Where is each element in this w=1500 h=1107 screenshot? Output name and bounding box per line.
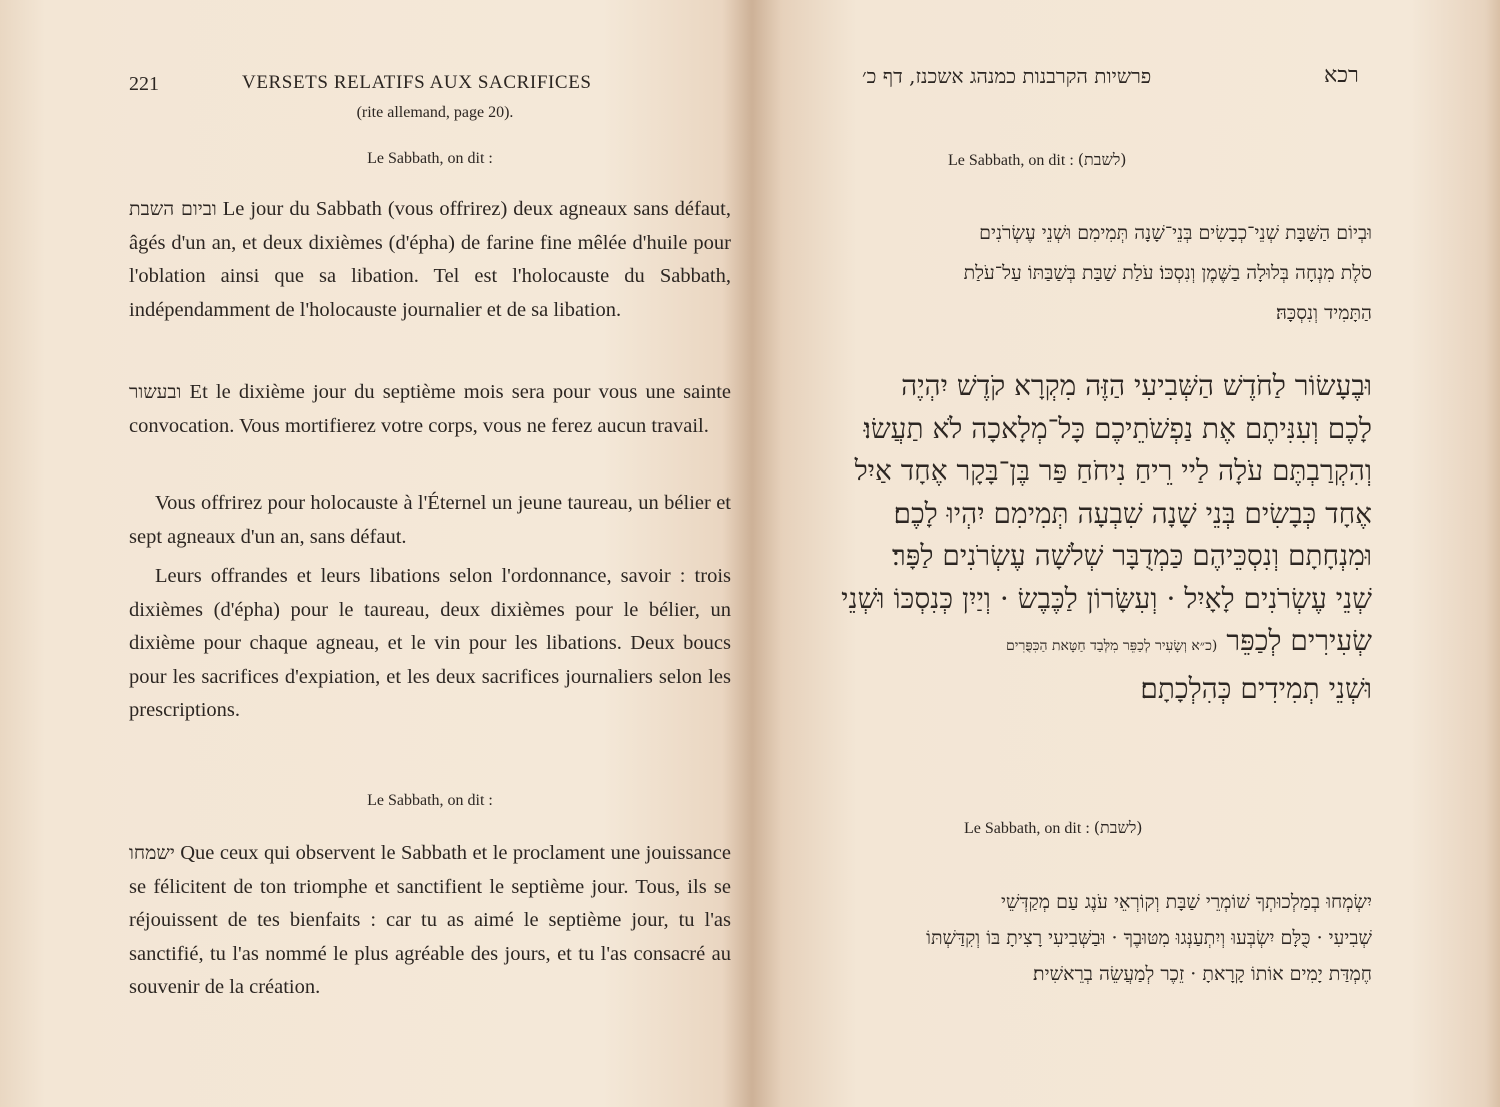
page-number: רכא xyxy=(1324,63,1359,88)
paragraph-rejoice xyxy=(129,837,731,1005)
paragraph-holocaust: Vous offrirez pour holocauste à l'Éternel un jeune taureau, un bélier et sept agneaux d'un an, sans défaut. xyxy=(129,492,731,548)
hebrew-line: וּמִנְחָתָם וְנִסְכֵּיהֶם כַּמְדֻבָּר שְׁלֹשָׁה עֶשְׂרֹנִים לַפָּר׃ xyxy=(891,539,1372,572)
paragraph-text: Et le dixième jour du septième mois sera pour vous une sainte convocation. Vous mortifierez votre corps, vous ne ferez aucun travail. xyxy=(129,381,731,437)
caption-hebrew: (לשבת) xyxy=(1093,818,1143,837)
section-caption xyxy=(964,818,1143,838)
page-number: 221 xyxy=(129,73,159,95)
hebrew-block-rejoice xyxy=(778,884,1372,992)
page-title: פרשיות הקרבנות כמנהג אשכנז, דף כ׳ xyxy=(862,64,1152,88)
page-title: VERSETS RELATIFS AUX SACRIFICES xyxy=(242,72,592,93)
hebrew-line xyxy=(778,620,1372,668)
right-page xyxy=(752,0,1500,1107)
hebrew-block-tenth-day xyxy=(778,365,1372,710)
hebrew-line: סֹלֶת מִנְחָה בְּלוּלָה בַשֶּׁמֶן וְנִסְכּוֹ׃ עֹלַת שַׁבַּת בְּשַׁבַּתּוֹ עַל־עֹלַת xyxy=(963,262,1372,284)
hebrew-line: וּשְׁנֵי תְמִידִים כְּהִלְכָתָם׃ xyxy=(1140,671,1372,705)
hebrew-line: וּבֶעָשׂוֹר לַחֹדֶשׁ הַשְּׁבִיעִי הַזֶּה מִקְרָא קֹדֶשׁ יִהְיֶה xyxy=(901,369,1372,402)
section-caption xyxy=(948,150,1127,170)
section-caption: Le Sabbath, on dit : xyxy=(367,150,493,167)
hebrew-text: שְׂעִירִים לְכַפֵּר xyxy=(1226,624,1372,657)
paragraph-tenth-day xyxy=(129,376,731,443)
hebrew-keyword: ישמחו xyxy=(129,842,175,864)
hebrew-line: וּבְיוֹם הַשַּׁבָּת שְׁנֵי־כְבָשִׂים בְּנֵי־שָׁנָה תְּמִימִם וּשְׁנֵי עֶשְׂרֹנִים xyxy=(979,222,1372,244)
hebrew-line: אֶחָד כְּבָשִׂים בְּנֵי שָׁנָה שִׁבְעָה תְּמִימִם יִהְיוּ לָכֶם׃ xyxy=(893,496,1372,530)
hebrew-line: שְׁבִיעִי · כֻּלָּם יִשְׂבְּעוּ וְיִתְעַנְּגוּ מִטּוּבֶךָ · וּבַשְּׁבִיעִי רָצִיתָ בּוֹ וְקִדַּשְׁתּוֹ xyxy=(926,927,1372,949)
hebrew-line: הַתָּמִיד וְנִסְכָּהּ׃ xyxy=(1275,302,1372,324)
hebrew-line: יִשְׂמְחוּ בְמַלְכוּתְךָ שׁוֹמְרֵי שַׁבָּת וְקוֹרְאֵי עֹנֶג עַם מְקַדְּשֵׁי xyxy=(1001,891,1372,913)
caption-text: Le Sabbath, on dit : xyxy=(948,152,1074,169)
hebrew-block-sabbath xyxy=(778,213,1372,333)
caption-text: Le Sabbath, on dit : xyxy=(964,820,1090,837)
paragraph-text: Que ceux qui observent le Sabbath et le proclament une jouissance se félicitent de ton triomphe et sanctifient le septième jour. Tous, ils se réjouissent de tes bienfaits : car tu as aimé le septième jour, tu l'as sanctifié, tu l'as nommé le plus agréable des jours, et tu l'as consacré au souvenir de la création. xyxy=(129,842,731,998)
hebrew-line: וְהִקְרַבְתֶּם עֹלָה לַיי רֵיחַ נִיחֹחַ פַּר בֶּן־בָּקָר אֶחָד אַיִל xyxy=(854,454,1372,487)
hebrew-keyword: ובעשור xyxy=(129,381,182,403)
hebrew-line: חֶמְדַּת יָמִים אוֹתוֹ קָרָאתָ · זֵכֶר לְמַעֲשֵׂה בְרֵאשִׁית׃ xyxy=(1033,963,1372,985)
hebrew-line: שְׁנֵי עֶשְׂרֹנִים לָאָיִל · וְעִשָּׂרוֹן לַכֶּבֶשׂ · וְיַיִן כְּנִסְכּוֹ וּשְׁנֵי xyxy=(841,581,1372,615)
paragraph-offerings: Leurs offrandes et leurs libations selon l'ordonnance, savoir : trois dixièmes (d'épha) pour le taureau, deux dixièmes pour le bélier, un dixième pour chaque agneau, et le vin pour les libations. Deux boucs pour les sacrifices d'expiation, et les deux sacrifices journaliers selon les prescriptions. xyxy=(129,565,731,721)
caption-hebrew: (לשבת) xyxy=(1077,150,1127,169)
hebrew-keyword: וביום השבת xyxy=(129,198,217,220)
section-caption: Le Sabbath, on dit : xyxy=(367,792,493,809)
paragraph-sabbath xyxy=(129,193,731,327)
hebrew-note: (כ״א וְשָׂעִיר לְכַפֵּר מִלְּבַד חַטָּאת הַכִּפֻּרִים xyxy=(1006,638,1218,654)
paragraph-text: Le jour du Sabbath (vous offrirez) deux agneaux sans défaut, âgés d'un an, et deux dixièmes (d'épha) de farine fine mêlée d'huile pour l'oblation ainsi que sa libation. Tel est l'holocauste du Sabbath, indépendamment de l'holocauste journalier et de sa libation. xyxy=(129,198,731,321)
page-subtitle: (rite allemand, page 20). xyxy=(356,104,514,121)
hebrew-line: לָכֶם וְעִנִּיתֶם אֶת נַפְשֹׁתֵיכֶם כָּל־מְלָאכָה לֹא תַעֲשׂוּ׃ xyxy=(863,411,1372,445)
